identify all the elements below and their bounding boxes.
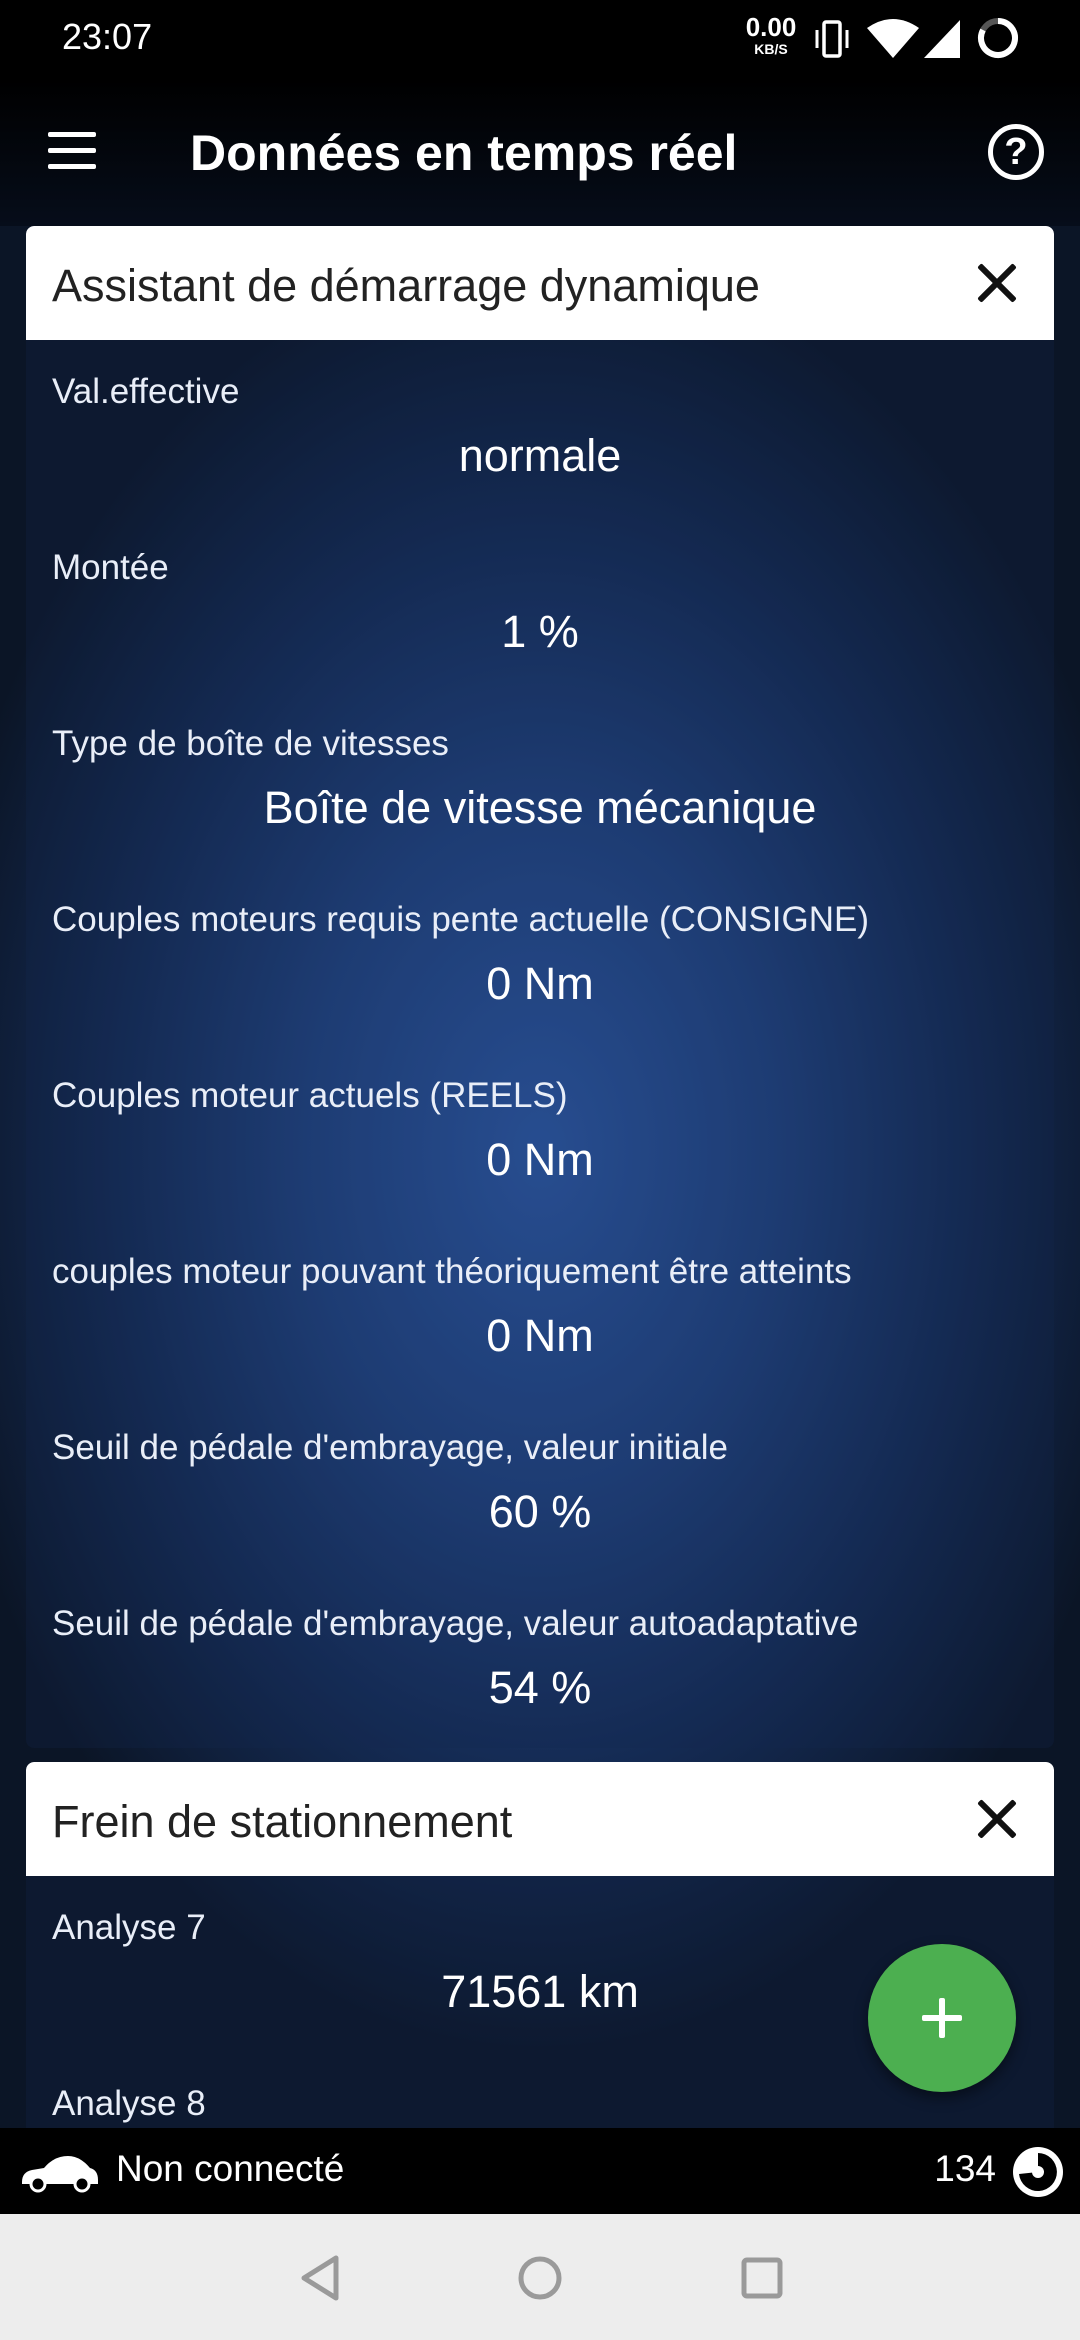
card-assistant-demarrage [26,226,1054,1748]
app-bar [0,80,1080,226]
list-item[interactable] [26,1572,1054,1748]
close-icon[interactable] [970,256,1024,310]
row-value: Boîte de vitesse mécanique [263,782,817,833]
row-value: 54 % [488,1662,592,1713]
back-triangle-icon[interactable] [298,2254,342,2302]
status-time: 23:07 [62,16,153,57]
row-label: Couples moteurs requis pente actuelle (CONSIGNE) [52,900,870,939]
row-value: 71561 km [441,1966,639,2017]
close-icon[interactable] [970,1792,1024,1846]
home-circle-icon[interactable] [516,2254,564,2302]
card-header [26,1762,1054,1876]
list-item[interactable] [26,1044,1054,1220]
row-label: Analyse 7 [52,1908,206,1947]
row-value: 0 Nm [486,1310,594,1361]
row-value: 60 % [488,1486,592,1537]
page-title: Données en temps réel [190,125,738,181]
row-label: Seuil de pédale d'embrayage, valeur initiale [52,1428,729,1467]
hamburger-menu-icon[interactable] [44,130,100,172]
status-count: 134 [934,2148,996,2189]
list-item[interactable] [26,1396,1054,1572]
car-icon [18,2150,102,2194]
battery-ring-icon [976,16,1020,60]
recents-square-icon[interactable] [740,2256,784,2300]
add-button[interactable] [868,1944,1016,2092]
card-title: Assistant de démarrage dynamique [52,260,760,311]
row-label: Analyse 8 [52,2084,206,2123]
row-value: 1 % [501,606,579,657]
list-item[interactable] [26,692,1054,868]
list-item[interactable] [26,340,1054,516]
list-item[interactable] [26,1220,1054,1396]
wifi-icon [866,18,920,60]
connection-status: Non connecté [116,2148,345,2189]
card-header [26,226,1054,340]
status-bar [0,0,1080,80]
row-value: 0 Nm [486,958,594,1009]
network-speed-value: 0.00 [745,12,797,42]
list-item[interactable] [26,868,1054,1044]
row-value: normale [458,430,622,481]
network-speed-unit: KB/S [754,41,788,57]
help-circle-icon[interactable]: ? [988,124,1044,180]
pie-gauge-icon[interactable] [1010,2144,1066,2200]
row-label: Val.effective [52,372,240,411]
vibrate-icon [814,18,850,60]
row-label: Montée [52,548,169,587]
connection-bar [0,2128,1080,2214]
row-label: couples moteur pouvant théoriquement être atteints [52,1252,852,1291]
card-title: Frein de stationnement [52,1796,513,1847]
system-nav-bar [0,2214,1080,2340]
row-label: Couples moteur actuels (REELS) [52,1076,568,1115]
cell-signal-icon [922,18,962,60]
list-item[interactable] [26,516,1054,692]
row-label: Type de boîte de vitesses [52,724,449,763]
row-label: Seuil de pédale d'embrayage, valeur autoadaptative [52,1604,859,1643]
network-speed [742,14,800,56]
row-value: 0 Nm [486,1134,594,1185]
